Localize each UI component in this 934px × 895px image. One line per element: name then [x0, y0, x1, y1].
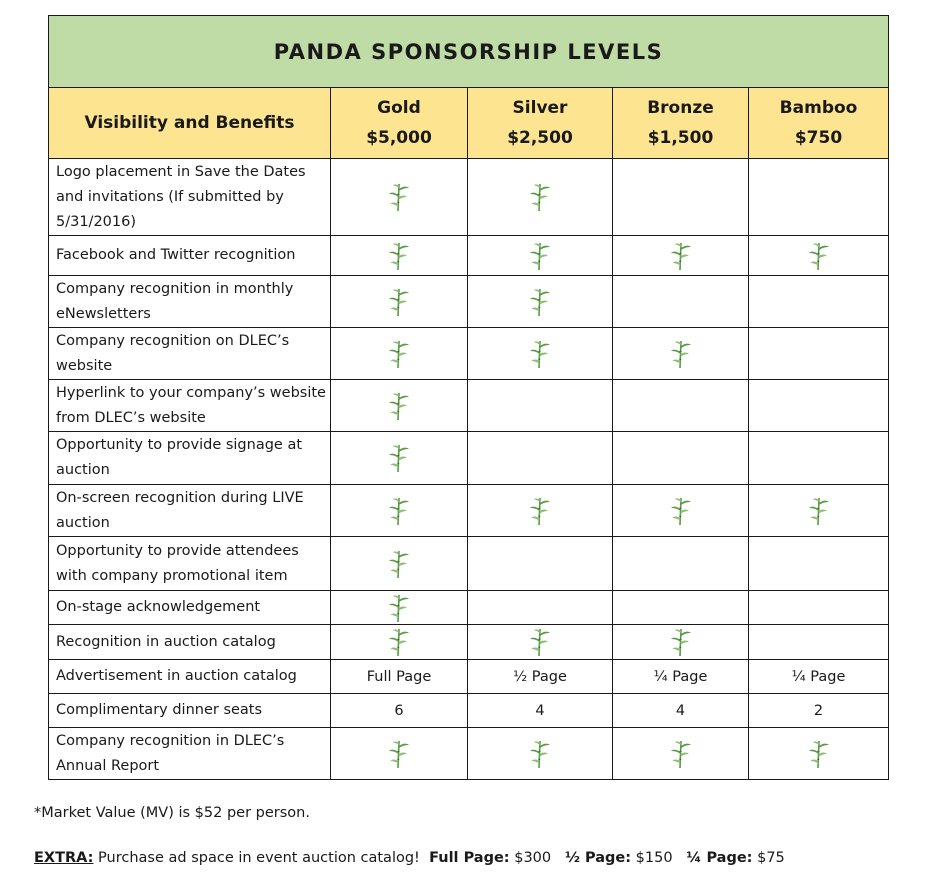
cell-bamboo: ¼ Page — [749, 660, 889, 694]
cell-gold — [331, 537, 468, 591]
benefit-label: Recognition in auction catalog — [49, 625, 331, 660]
cell-silver — [468, 380, 613, 432]
bamboo-icon — [670, 241, 692, 271]
table-row — [49, 625, 889, 660]
half-page-price: $150 — [631, 850, 687, 866]
cell-silver — [468, 728, 613, 780]
bamboo-icon — [388, 496, 410, 526]
cell-bamboo — [749, 728, 889, 780]
level-header-bamboo: Bamboo $750 — [749, 88, 889, 159]
table-row — [49, 694, 889, 728]
benefit-label: On-stage acknowledgement — [49, 591, 331, 625]
cell-silver — [468, 432, 613, 485]
cell-gold: 6 — [331, 694, 468, 728]
cell-gold — [331, 591, 468, 625]
bamboo-icon — [808, 496, 830, 526]
cell-bamboo — [749, 328, 889, 380]
cell-bamboo — [749, 380, 889, 432]
bamboo-icon — [388, 241, 410, 271]
bamboo-icon — [808, 739, 830, 769]
bamboo-icon — [529, 287, 551, 317]
cell-silver — [468, 276, 613, 328]
benefit-label: Company recognition in DLEC’s Annual Report — [49, 728, 331, 780]
market-value-note: *Market Value (MV) is $52 per person. — [34, 805, 310, 821]
table-row — [49, 728, 889, 780]
bamboo-icon — [529, 241, 551, 271]
extra-ad-offer — [34, 850, 785, 866]
table-row — [49, 276, 889, 328]
bamboo-icon — [808, 241, 830, 271]
bamboo-icon — [529, 339, 551, 369]
sponsorship-table — [48, 15, 889, 780]
cell-gold — [331, 625, 468, 660]
table-row — [49, 591, 889, 625]
cell-gold — [331, 728, 468, 780]
table-row — [49, 159, 889, 236]
header-row — [49, 88, 889, 159]
benefit-label: Hyperlink to your company’s website from DLEC’s website — [49, 380, 331, 432]
cell-bamboo: 2 — [749, 694, 889, 728]
cell-bamboo — [749, 591, 889, 625]
table-row — [49, 660, 889, 694]
bamboo-icon — [388, 443, 410, 473]
cell-bronze — [613, 236, 749, 276]
bamboo-icon — [529, 627, 551, 657]
cell-gold — [331, 432, 468, 485]
benefit-label: Advertisement in auction catalog — [49, 660, 331, 694]
table-row — [49, 537, 889, 591]
bamboo-icon — [388, 287, 410, 317]
cell-bronze: 4 — [613, 694, 749, 728]
cell-silver: ½ Page — [468, 660, 613, 694]
full-page-label: Full Page: — [429, 850, 510, 866]
benefit-label: Company recognition in monthly eNewsletters — [49, 276, 331, 328]
extra-text: Purchase ad space in event auction catalog! — [93, 850, 430, 866]
bamboo-icon — [388, 339, 410, 369]
cell-bronze — [613, 380, 749, 432]
cell-silver — [468, 236, 613, 276]
cell-bamboo — [749, 432, 889, 485]
table-row — [49, 380, 889, 432]
cell-gold — [331, 276, 468, 328]
bamboo-icon — [388, 391, 410, 421]
cell-bronze: ¼ Page — [613, 660, 749, 694]
benefit-label: Opportunity to provide signage at auction — [49, 432, 331, 485]
quarter-page-label: ¼ Page: — [686, 850, 753, 866]
benefit-label: Complimentary dinner seats — [49, 694, 331, 728]
table-row — [49, 236, 889, 276]
bamboo-icon — [388, 549, 410, 579]
extra-label: EXTRA: — [34, 850, 94, 866]
bamboo-icon — [670, 496, 692, 526]
table-row — [49, 432, 889, 485]
bamboo-icon — [388, 593, 410, 623]
quarter-page-price: $75 — [752, 850, 785, 866]
cell-gold — [331, 159, 468, 236]
cell-bronze — [613, 591, 749, 625]
cell-bamboo — [749, 159, 889, 236]
level-header-silver: Silver $2,500 — [468, 88, 613, 159]
cell-silver — [468, 485, 613, 537]
cell-bamboo — [749, 236, 889, 276]
bamboo-icon — [670, 627, 692, 657]
bamboo-icon — [388, 182, 410, 212]
cell-silver — [468, 159, 613, 236]
cell-gold — [331, 380, 468, 432]
cell-gold — [331, 236, 468, 276]
table-row — [49, 485, 889, 537]
bamboo-icon — [529, 182, 551, 212]
level-header-gold: Gold $5,000 — [331, 88, 468, 159]
full-page-price: $300 — [509, 850, 565, 866]
level-header-bronze: Bronze $1,500 — [613, 88, 749, 159]
cell-bamboo — [749, 537, 889, 591]
bamboo-icon — [388, 739, 410, 769]
cell-bronze — [613, 159, 749, 236]
benefit-label: Opportunity to provide attendees with company promotional item — [49, 537, 331, 591]
cell-silver — [468, 625, 613, 660]
bamboo-icon — [670, 739, 692, 769]
cell-bronze — [613, 485, 749, 537]
cell-silver: 4 — [468, 694, 613, 728]
cell-silver — [468, 591, 613, 625]
cell-bronze — [613, 328, 749, 380]
cell-bronze — [613, 432, 749, 485]
benefit-label: Company recognition on DLEC’s website — [49, 328, 331, 380]
cell-bronze — [613, 728, 749, 780]
cell-bamboo — [749, 625, 889, 660]
benefit-label: Logo placement in Save the Dates and invitations (If submitted by 5/31/2016) — [49, 159, 331, 236]
bamboo-icon — [388, 627, 410, 657]
bamboo-icon — [670, 339, 692, 369]
benefit-label: On-screen recognition during LIVE auction — [49, 485, 331, 537]
cell-bamboo — [749, 485, 889, 537]
half-page-label: ½ Page: — [564, 850, 632, 866]
cell-gold — [331, 328, 468, 380]
cell-bronze — [613, 625, 749, 660]
cell-bronze — [613, 276, 749, 328]
cell-silver — [468, 328, 613, 380]
cell-gold — [331, 485, 468, 537]
benefits-column-header: Visibility and Benefits — [49, 88, 331, 159]
cell-silver — [468, 537, 613, 591]
bamboo-icon — [529, 496, 551, 526]
table-row — [49, 328, 889, 380]
benefit-label: Facebook and Twitter recognition — [49, 236, 331, 276]
table-title: PANDA SPONSORSHIP LEVELS — [49, 16, 889, 88]
bamboo-icon — [529, 739, 551, 769]
cell-gold: Full Page — [331, 660, 468, 694]
cell-bronze — [613, 537, 749, 591]
cell-bamboo — [749, 276, 889, 328]
